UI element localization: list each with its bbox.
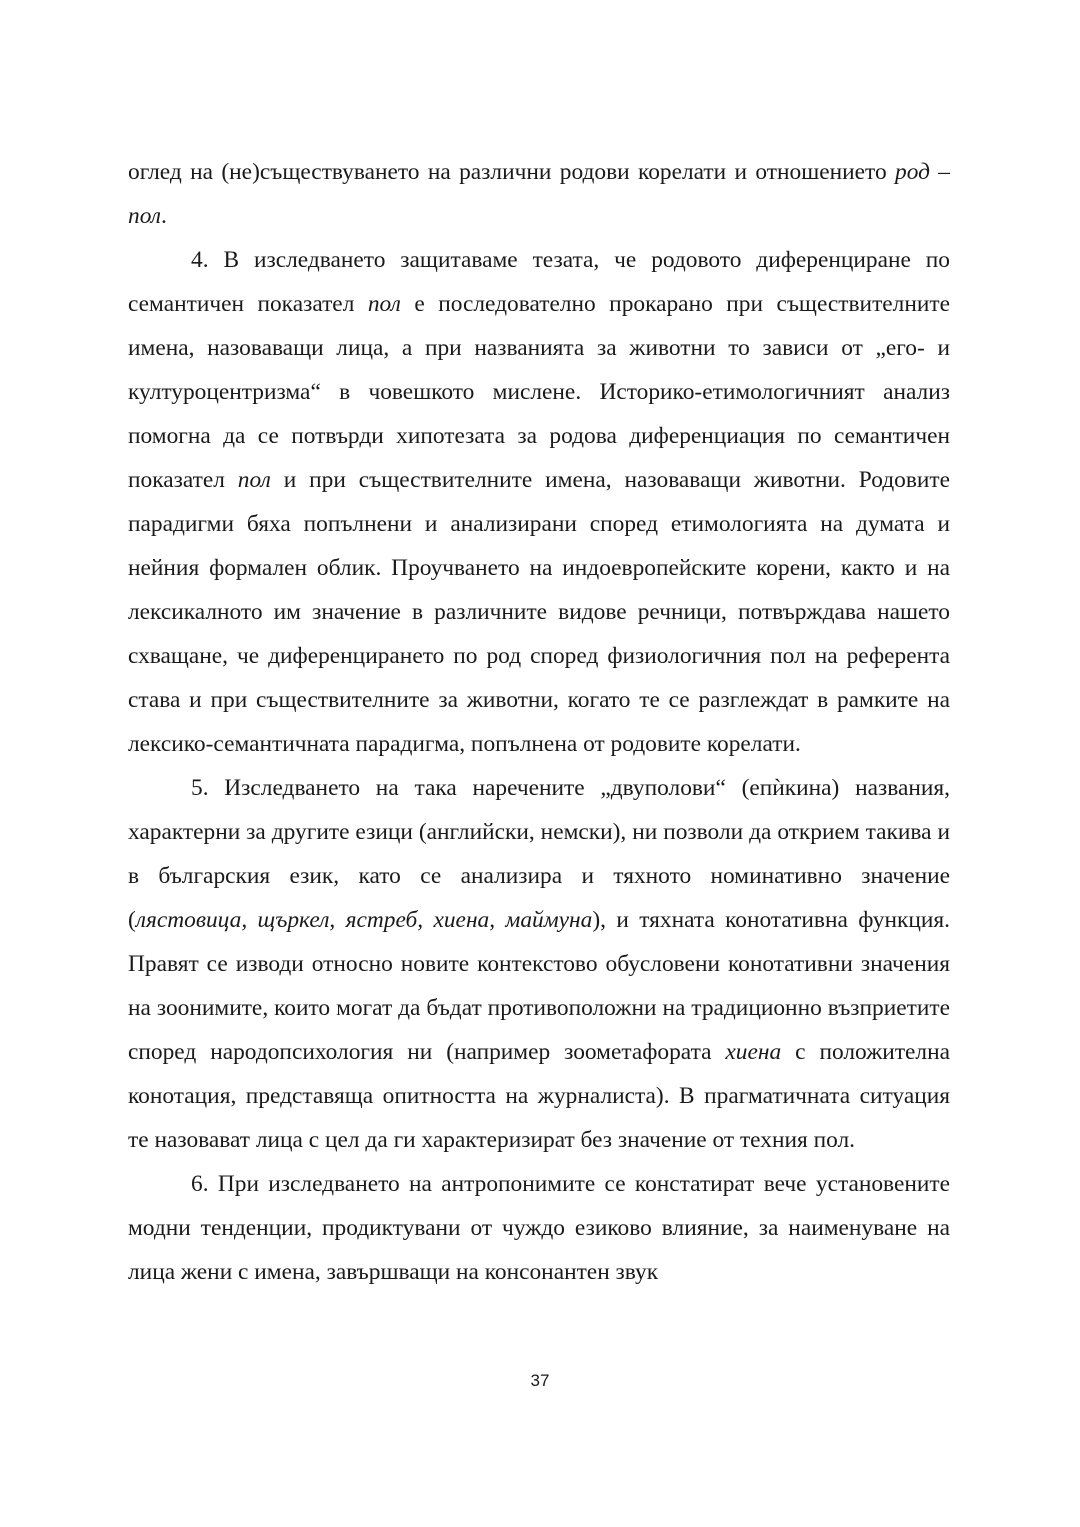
italic-term: хиена bbox=[725, 1039, 782, 1065]
text-run: ), и тяхната конотативна функция. Правят се изводи относно новите контекстово обусловени конотативни значения на зоонимите, които могат да бъдат противоположни на традиционно възприетите според народопсихология ни (например зоометафората bbox=[128, 907, 950, 1065]
text-run: е последователно прокарано при съществителните имена, назоваващи лица, а при названията за животни то зависи от „его- и културоцентризма“ в човешкото мислене. Историко-етимологичният анализ помогна да се потвърди хипотезата за родова диференциация по семантичен показател bbox=[128, 291, 950, 493]
paragraph-6 bbox=[128, 1162, 950, 1294]
text-run: и при съществителните имена, назоваващи животни. Родовите парадигми бяха попълнени и анализирани според етимологията на думата и нейния формален облик. Проучването на индоевропейските корени, както и на лексикалното им значение в различните видове речници, потвърждава нашето схващане, че диференцирането по род според физиологичния пол на референта става и при съществителните за животни, когато те се разглеждат в рамките на лексико-семантичната парадигма, попълнена от родовите корелати. bbox=[128, 467, 951, 757]
paragraph-5 bbox=[128, 766, 950, 1162]
paragraph-continuation bbox=[128, 150, 950, 238]
text-run: 4. В изследването защитаваме тезата, че родовото диференциране по семантичен показател bbox=[128, 247, 950, 317]
italic-term: пол bbox=[367, 291, 401, 317]
text-run: 6. При изследването на антропонимите се констатират вече установените модни тенденции, продиктувани от чуждо езиково влияние, за наименуване на лица жени с имена, завършващи на консонантен звук bbox=[128, 1171, 950, 1285]
text-run: оглед на (не)съществуването на различни родови корелати и отношението bbox=[128, 159, 896, 185]
italic-term: пол bbox=[237, 467, 271, 493]
paragraph-4 bbox=[128, 238, 950, 766]
page-number: 37 bbox=[530, 1371, 550, 1390]
italic-term: род – пол bbox=[128, 159, 950, 229]
text-run: . bbox=[161, 203, 167, 229]
page-body bbox=[128, 150, 950, 1294]
text-run: 5. Изследването на така наречените „двуполови“ (епѝкина) названия, характерни за другите езици (английски, немски), ни позволи да открием такива и в българския език, като се анализира и тяхното номинативно значение ( bbox=[128, 775, 950, 933]
text-run: с положителна конотация, представяща опитността на журналиста). В прагматичната ситуация те назовават лица с цел да ги характеризират без значение от техния пол. bbox=[128, 1039, 951, 1153]
italic-examples: лястовица, щъркел, ястреб, хиена, маймуна bbox=[135, 907, 593, 933]
